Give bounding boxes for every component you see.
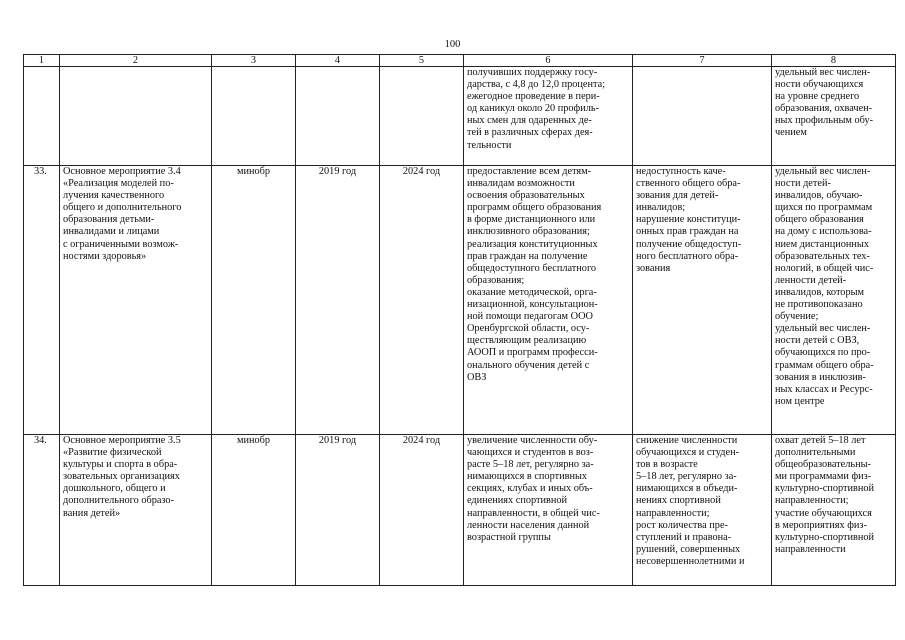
end-year: 2024 год bbox=[380, 166, 464, 435]
cell-line: ного бесплатного обра- bbox=[636, 250, 739, 262]
executor: минобр bbox=[212, 166, 296, 435]
cell-line: Основное мероприятие 3.4 bbox=[63, 166, 181, 177]
cell-line: од каникул около 20 профиль- bbox=[467, 103, 599, 115]
column-number: 2 bbox=[60, 55, 212, 67]
cell-line: зования bbox=[636, 262, 671, 274]
column-number: 1 bbox=[24, 55, 60, 67]
cell-line: ностями здоровья» bbox=[63, 250, 147, 262]
cell-line: увеличение численности обу- bbox=[467, 435, 598, 446]
cell-line: прав граждан на получение bbox=[467, 250, 588, 262]
cell-line: зовательных организациях bbox=[63, 471, 180, 483]
column-number: 5 bbox=[380, 55, 464, 67]
column-number: 3 bbox=[212, 55, 296, 67]
cell-line: с ограниченными возмож- bbox=[63, 238, 179, 250]
cell-line: ществляющим реализацию bbox=[467, 335, 587, 347]
table-row-continuation bbox=[24, 67, 896, 166]
expected-results bbox=[464, 435, 633, 586]
cell-line: ных смен для одаренных де- bbox=[467, 115, 592, 127]
cell-line: оказание методической, орга- bbox=[467, 286, 597, 298]
start-year: 2019 год bbox=[296, 166, 380, 435]
measure-name bbox=[60, 67, 212, 166]
cell-line: инвалидами и лицами bbox=[63, 226, 160, 238]
cell-line: образования; bbox=[467, 274, 525, 286]
cell-line: ступлений и правона- bbox=[636, 531, 732, 543]
cell-line: ном центре bbox=[775, 395, 825, 407]
cell-line: низационной, консультацион- bbox=[467, 299, 598, 311]
cell-line: ности обучающихся bbox=[775, 79, 864, 91]
cell-line: чением bbox=[775, 127, 807, 139]
cell-line: ности детей с ОВЗ, bbox=[775, 335, 860, 347]
cell-line: тельности bbox=[467, 139, 512, 151]
cell-line: на уровне среднего bbox=[775, 91, 860, 103]
cell-line: программ общего образования bbox=[467, 202, 602, 214]
cell-line: получение общедоступ- bbox=[636, 238, 742, 250]
cell-line: секциях, клубах и иных объ- bbox=[467, 483, 593, 495]
cell-line: инвалидов; bbox=[636, 202, 686, 214]
end-year: 2024 год bbox=[380, 435, 464, 586]
non-implementation-consequences bbox=[633, 166, 772, 435]
cell-line: тей в различных сферах дея- bbox=[467, 127, 593, 139]
cell-line: Оренбургской области, осу- bbox=[467, 323, 590, 335]
cell-line: дошкольного, общего и bbox=[63, 483, 166, 495]
non-implementation-consequences bbox=[633, 67, 772, 166]
cell-line: расте 5–18 лет, регулярно за- bbox=[467, 459, 594, 471]
cell-line: в мероприятиях физ- bbox=[775, 519, 867, 531]
non-implementation-consequences bbox=[633, 435, 772, 586]
cell-line: инвалидам возможности bbox=[467, 178, 575, 190]
cell-line: участие обучающихся bbox=[775, 507, 872, 519]
cell-line: ных профильным обу- bbox=[775, 115, 874, 127]
column-number-row bbox=[24, 55, 896, 67]
start-year bbox=[296, 67, 380, 166]
cell-line: образования, охвачен- bbox=[775, 103, 873, 115]
measure-name bbox=[60, 435, 212, 586]
cell-line: культурно-спортивной bbox=[775, 483, 875, 495]
cell-line: инвалидов, обучаю- bbox=[775, 190, 863, 202]
cell-line: культурно-спортивной bbox=[775, 531, 875, 543]
cell-line: получивших поддержку госу- bbox=[467, 67, 598, 78]
cell-line: удельный вес числен- bbox=[775, 323, 871, 335]
column-number: 8 bbox=[772, 55, 896, 67]
cell-line: щихся по программам bbox=[775, 202, 873, 214]
end-year bbox=[380, 67, 464, 166]
cell-line: направленности; bbox=[636, 507, 710, 519]
cell-line: несовершеннолетними и bbox=[636, 555, 745, 567]
cell-line: рост количества пре- bbox=[636, 519, 728, 531]
related-indicators bbox=[772, 435, 896, 586]
cell-line: ОВЗ bbox=[467, 371, 487, 383]
cell-line: нениях спортивной bbox=[636, 495, 721, 507]
cell-line: ми программами физ- bbox=[775, 471, 872, 483]
cell-line: реализация конституционных bbox=[467, 238, 598, 250]
cell-line: общего и дополнительного bbox=[63, 202, 182, 214]
cell-line: 5–18 лет, регулярно за- bbox=[636, 471, 737, 483]
cell-line: общеобразовательны- bbox=[775, 459, 871, 471]
cell-line: Основное мероприятие 3.5 bbox=[63, 435, 181, 446]
measure-name bbox=[60, 166, 212, 435]
cell-line: на дому с использова- bbox=[775, 226, 872, 238]
cell-line: направленности, в общей чис- bbox=[467, 507, 600, 519]
cell-line: общего образования bbox=[775, 214, 864, 226]
cell-line: снижение численности bbox=[636, 435, 738, 446]
cell-line: общедоступного бесплатного bbox=[467, 262, 597, 274]
column-number: 7 bbox=[633, 55, 772, 67]
row-number: 34. bbox=[24, 435, 60, 586]
cell-line: нимающихся в объеди- bbox=[636, 483, 738, 495]
column-number: 4 bbox=[296, 55, 380, 67]
cell-line: образования детьми- bbox=[63, 214, 155, 226]
cell-line: нимающихся в спортивных bbox=[467, 471, 588, 483]
cell-line: инклюзивного образования; bbox=[467, 226, 590, 238]
row-number: 33. bbox=[24, 166, 60, 435]
cell-line: ежегодное проведение в пери- bbox=[467, 91, 600, 103]
cell-line: лучения качественного bbox=[63, 190, 165, 202]
cell-line: нием дистанционных bbox=[775, 238, 869, 250]
cell-line: единениях спортивной bbox=[467, 495, 568, 507]
cell-line: не противопоказано bbox=[775, 299, 863, 311]
cell-line: образовательных тех- bbox=[775, 250, 870, 262]
cell-line: предоставление всем детям- bbox=[467, 166, 592, 177]
related-indicators bbox=[772, 166, 896, 435]
measures-table bbox=[23, 54, 896, 586]
cell-line: дополнительными bbox=[775, 447, 856, 459]
table-row-34 bbox=[24, 435, 896, 586]
cell-line: ных классах и Ресурс- bbox=[775, 383, 873, 395]
start-year: 2019 год bbox=[296, 435, 380, 586]
cell-line: направленности; bbox=[775, 495, 849, 507]
page-number: 100 bbox=[444, 39, 461, 50]
expected-results bbox=[464, 67, 633, 166]
cell-line: в форме дистанционного или bbox=[467, 214, 596, 226]
cell-line: зования для детей- bbox=[636, 190, 719, 202]
cell-line: «Развитие физической bbox=[63, 447, 162, 459]
column-number: 6 bbox=[464, 55, 633, 67]
cell-line: возрастной группы bbox=[467, 531, 551, 543]
cell-line: онных прав граждан на bbox=[636, 226, 739, 238]
cell-line: зования в инклюзив- bbox=[775, 371, 866, 383]
cell-line: ленности детей- bbox=[775, 274, 847, 286]
cell-line: «Реализация моделей по- bbox=[63, 178, 174, 190]
cell-line: вания детей» bbox=[63, 507, 121, 519]
cell-line: удельный вес числен- bbox=[775, 67, 871, 78]
executor: минобр bbox=[212, 435, 296, 586]
cell-line: ности детей- bbox=[775, 178, 831, 190]
cell-line: нарушение конституци- bbox=[636, 214, 741, 226]
cell-line: рушений, совершенных bbox=[636, 543, 741, 555]
cell-line: обучающихся и студен- bbox=[636, 447, 740, 459]
cell-line: дополнительного образо- bbox=[63, 495, 175, 507]
cell-line: чающихся и студентов в воз- bbox=[467, 447, 594, 459]
cell-line: граммам общего обра- bbox=[775, 359, 874, 371]
cell-line: ленности населения данной bbox=[467, 519, 590, 531]
cell-line: АООП и программ професси- bbox=[467, 347, 598, 359]
cell-line: ственного общего обра- bbox=[636, 178, 741, 190]
cell-line: освоения образовательных bbox=[467, 190, 585, 202]
cell-line: направленности bbox=[775, 543, 846, 555]
expected-results bbox=[464, 166, 633, 435]
row-number bbox=[24, 67, 60, 166]
cell-line: обучающихся по про- bbox=[775, 347, 871, 359]
cell-line: недоступность каче- bbox=[636, 166, 726, 177]
cell-line: тов в возрасте bbox=[636, 459, 698, 471]
related-indicators bbox=[772, 67, 896, 166]
cell-line: онального обучения детей с bbox=[467, 359, 590, 371]
cell-line: нологий, в общей чис- bbox=[775, 262, 874, 274]
cell-line: обучение; bbox=[775, 311, 819, 323]
cell-line: охват детей 5–18 лет bbox=[775, 435, 866, 446]
table-row-33 bbox=[24, 166, 896, 435]
cell-line: дарства, с 4,8 до 12,0 процента; bbox=[467, 79, 606, 91]
cell-line: культуры и спорта в обра- bbox=[63, 459, 178, 471]
cell-line: удельный вес числен- bbox=[775, 166, 871, 177]
executor bbox=[212, 67, 296, 166]
cell-line: инвалидов, которым bbox=[775, 286, 865, 298]
cell-line: ной помощи педагогам ООО bbox=[467, 311, 593, 323]
